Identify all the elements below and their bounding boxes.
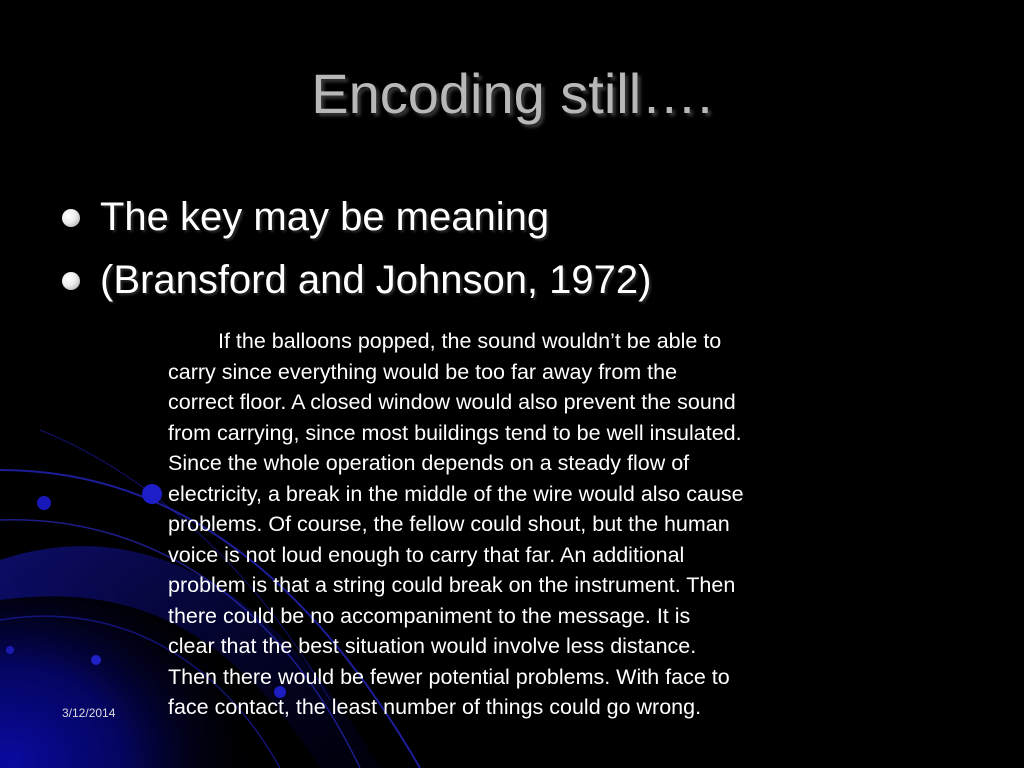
passage-line: there could be no accompaniment to the message. It is xyxy=(168,603,691,628)
passage-line: carry since everything would be too far away from the xyxy=(168,359,678,384)
passage-line: Since the whole operation depends on a steady flow of xyxy=(168,451,690,475)
slide-date: 3/12/2014 xyxy=(62,706,116,720)
passage-line: Then there would be fewer potential problems. With face to xyxy=(168,664,730,689)
passage-line: face contact, the least number of things could go wrong. xyxy=(168,695,702,719)
passage-line: clear that the best situation would involve less distance. xyxy=(168,634,697,658)
bullet-item xyxy=(62,186,651,249)
passage-line: problems. Of course, the fellow could shout, but the human xyxy=(168,512,730,536)
passage-line: voice is not loud enough to carry that far. An additional xyxy=(168,542,685,567)
passage-line: from carrying, since most buildings tend to be well insulated. xyxy=(168,420,742,445)
bullet-dot-icon xyxy=(62,272,80,290)
bullet-dot-icon xyxy=(62,209,80,227)
passage-line: electricity, a break in the middle of the wire would also cause xyxy=(168,481,744,506)
bullet-text: (Bransford and Johnson, 1972) xyxy=(100,258,652,302)
passage-line: problem is that a string could break on the instrument. Then xyxy=(168,573,736,597)
passage-line: correct floor. A closed window would also prevent the sound xyxy=(168,390,736,414)
passage-line: If the balloons popped, the sound wouldn’t be able to xyxy=(218,329,722,353)
bullet-item xyxy=(62,249,651,312)
slide-title: Encoding still…. xyxy=(311,62,713,125)
bullet-text: The key may be meaning xyxy=(100,195,550,239)
passage-text xyxy=(168,326,868,723)
bullet-list xyxy=(62,186,651,312)
